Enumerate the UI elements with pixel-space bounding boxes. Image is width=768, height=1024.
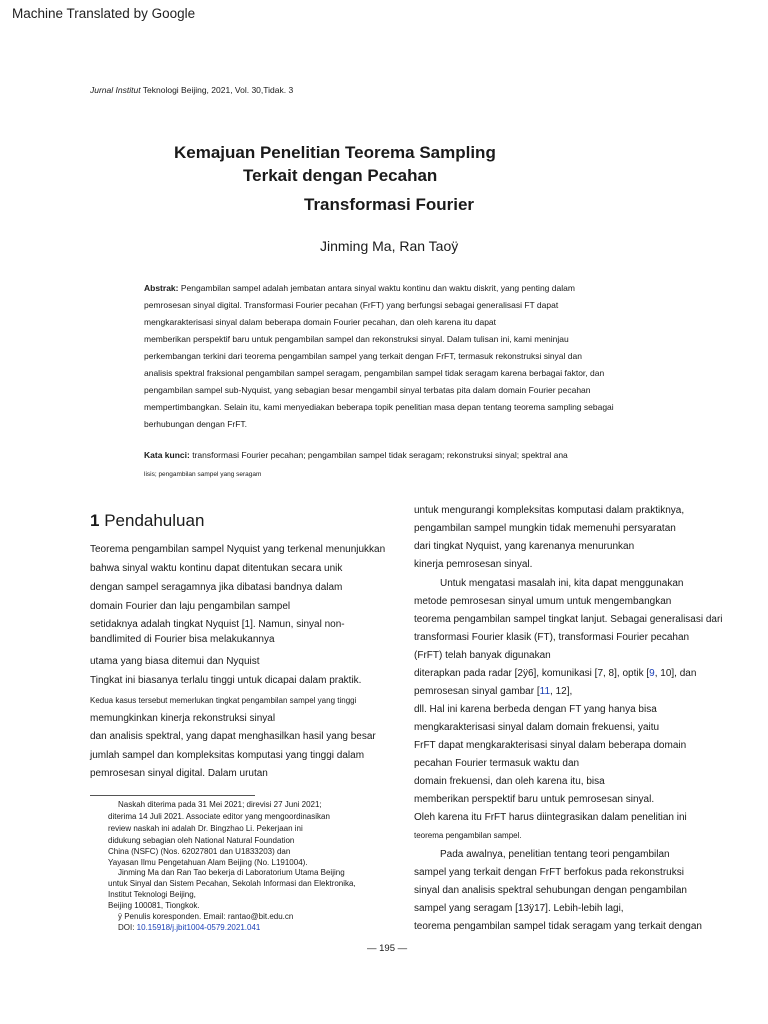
right-col-line: memberikan perspektif baru untuk pemrosesan sinyal.	[414, 794, 655, 805]
left-col-line: dan analisis spektral, yang dapat menghasilkan hasil yang besar	[90, 731, 376, 742]
right-col-line: diterapkan pada radar [2ÿ6], komunikasi [7, 8], optik [9, 10], dan	[414, 668, 697, 679]
right-col-line: sampel yang terkait dengan FrFT berfokus pada rekonstruksi	[414, 867, 684, 878]
right-col-line: mengkarakterisasi sinyal dalam domain frekuensi, yaitu	[414, 722, 660, 733]
right-col-line: teorema pengambilan sampel tingkat lanjut. Sebagai generalisasi dari	[414, 614, 723, 625]
right-col-line: dll. Hal ini karena berbeda dengan FT yang hanya bisa	[414, 704, 657, 715]
right-col-line: (FrFT) telah banyak digunakan	[414, 650, 551, 661]
left-col-line: pemrosesan sinyal digital. Dalam urutan	[90, 768, 268, 779]
page-number: — 195 —	[367, 943, 408, 954]
left-col-line: Tingkat ini biasanya terlalu tinggi untuk dicapai dalam praktik.	[90, 675, 362, 686]
right-col-line: pecahan Fourier termasuk waktu dan	[414, 758, 580, 769]
journal-volume: Teknologi Beijing, 2021, Vol. 30,Tidak. 3	[140, 85, 294, 95]
journal-name-italic: Jurnal Institut	[90, 85, 141, 95]
right-col-line: teorema pengambilan sampel.	[414, 831, 522, 840]
right-col-line: sampel yang seragam [13ÿ17]. Lebih-lebih lagi,	[414, 903, 624, 914]
abstract-label: Abstrak:	[144, 283, 179, 293]
keywords-label: Kata kunci:	[144, 450, 190, 460]
footnote-line: Jinming Ma dan Ran Tao bekerja di Laboratorium Utama Beijing	[118, 868, 345, 877]
footnote-line: Naskah diterima pada 31 Mei 2021; direvisi 27 Juni 2021;	[118, 800, 322, 809]
left-col-line: jumlah sampel dan kompleksitas komputasi yang tinggi dalam	[90, 750, 365, 761]
abstract-line: mengkarakterisasi sinyal dalam beberapa domain Fourier pecahan, dan oleh karena itu dapat	[144, 317, 497, 327]
right-col-line: Pada awalnya, penelitian tentang teori pengambilan	[440, 849, 670, 860]
keywords-line: lisis; pengambilan sampel yang seragam	[144, 471, 262, 478]
abstract-line: mempertimbangkan. Selain itu, kami menyediakan beberapa topik penelitian masa depan tentang teorema sampling sebagai	[144, 402, 614, 412]
right-col-line: teorema pengambilan sampel tidak seragam yang terkait dengan	[414, 921, 702, 932]
title-line-1: Kemajuan Penelitian Teorema Sampling	[174, 143, 496, 162]
right-col-line: Untuk mengatasi masalah ini, kita dapat menggunakan	[440, 578, 684, 589]
right-col-line: pengambilan sampel mungkin tidak memenuhi persyaratan	[414, 523, 676, 534]
citation-link[interactable]: 9	[649, 668, 655, 679]
footnote-line: Beijing 100081, Tiongkok.	[108, 901, 200, 910]
footnote-line: China (NSFC) (Nos. 62027801 dan U1833203) dan	[108, 847, 291, 856]
doi-line	[118, 923, 260, 932]
right-col-line: dari tingkat Nyquist, yang karenanya menurunkan	[414, 541, 635, 552]
abstract-line: perkembangan terkini dari teorema pengambilan sampel yang terkait dengan FrFT, termasuk rekonstruksi sinyal dan	[144, 351, 582, 361]
citation-link[interactable]: 11	[539, 686, 551, 697]
footnote-line: untuk Sinyal dan Sistem Pecahan, Sekolah Informasi dan Elektronika,	[108, 879, 356, 888]
left-col-line: setidaknya adalah tingkat Nyquist [1]. Namun, sinyal non-	[90, 619, 345, 630]
keywords-line: Kata kunci: transformasi Fourier pecahan; pengambilan sampel tidak seragam; rekonstruksi sinyal; spektral ana	[144, 450, 568, 460]
abstract-line: pemrosesan sinyal digital. Transformasi Fourier pecahan (FrFT) yang berfungsi sebagai generalisasi FT dapat	[144, 300, 559, 310]
journal-header	[90, 85, 293, 95]
machine-translated-banner: Machine Translated by Google	[12, 6, 196, 21]
left-col-line: bahwa sinyal waktu kontinu dapat ditentukan secara unik	[90, 563, 343, 574]
right-col-line: untuk mengurangi kompleksitas komputasi dalam praktiknya,	[414, 505, 685, 516]
section-heading	[90, 511, 204, 531]
title-line-2: Terkait dengan Pecahan	[243, 166, 438, 185]
footnote-line: Institut Teknologi Beijing,	[108, 890, 196, 899]
left-col-line: bandlimited di Fourier bisa melakukannya	[90, 634, 275, 645]
right-col-line: pemrosesan sinyal gambar [11, 12],	[414, 686, 573, 697]
doi-label: DOI:	[118, 923, 137, 932]
left-col-line: memungkinkan kinerja rekonstruksi sinyal	[90, 713, 276, 724]
right-col-line: kinerja pemrosesan sinyal.	[414, 559, 533, 570]
right-col-line: domain frekuensi, dan oleh karena itu, bisa	[414, 776, 605, 787]
footnote-line: Yayasan Ilmu Pengetahuan Alam Beijing (No. L191004).	[108, 858, 308, 867]
right-col-line: Oleh karena itu FrFT harus diintegrasikan dalam penelitian ini	[414, 812, 687, 823]
abstract-line: analisis spektral fraksional pengambilan sampel seragam, pengambilan sampel tidak seragam karena berbagai faktor, dan	[144, 368, 605, 378]
left-col-line: utama yang biasa ditemui dan Nyquist	[90, 656, 260, 667]
left-col-line: Kedua kasus tersebut memerlukan tingkat pengambilan sampel yang tinggi	[90, 696, 357, 705]
left-col-line: Teorema pengambilan sampel Nyquist yang terkenal menunjukkan	[90, 544, 386, 555]
right-col-line: metode pemrosesan sinyal umum untuk mengembangkan	[414, 596, 672, 607]
left-col-line: domain Fourier dan laju pengambilan sampel	[90, 601, 291, 612]
right-col-line: FrFT dapat mengkarakterisasi sinyal dalam beberapa domain	[414, 740, 687, 751]
footnote-rule	[90, 795, 255, 796]
footnote-line: didukung sebagian oleh National Natural Foundation	[108, 836, 295, 845]
section-title: Pendahuluan	[99, 511, 205, 530]
doi-link[interactable]: 10.15918/j.jbit1004-0579.2021.041	[136, 923, 261, 932]
right-col-line: transformasi Fourier klasik (FT), transformasi Fourier pecahan	[414, 632, 690, 643]
abstract-line: memberikan perspektif baru untuk pengambilan sampel dan rekonstruksi sinyal. Dalam tulisan ini, kami meninjau	[144, 334, 569, 344]
right-col-line: sinyal dan analisis spektral sehubungan dengan pengambilan	[414, 885, 687, 896]
footnote-line: diterima 14 Juli 2021. Associate editor yang mengoordinasikan	[108, 812, 330, 821]
left-col-line: dengan sampel seragamnya jika dibatasi bandnya dalam	[90, 582, 343, 593]
footnote-line: review naskah ini adalah Dr. Bingzhao Li. Pekerjaan ini	[108, 824, 303, 833]
abstract-line: Abstrak: Pengambilan sampel adalah jembatan antara sinyal waktu kontinu dan waktu diskrit, yang penting dalam	[144, 283, 575, 293]
abstract-line: berhubungan dengan FrFT.	[144, 419, 248, 429]
footnote-line: ÿ Penulis koresponden. Email: rantao@bit.edu.cn	[118, 912, 294, 921]
section-number: 1	[90, 511, 100, 530]
authors: Jinming Ma, Ran Taoÿ	[320, 238, 459, 254]
abstract-line: pengambilan sampel sub-Nyquist, yang sebagian besar mengambil sinyal terbatas pita dalam domain Fourier pecahan	[144, 385, 591, 395]
title-line-3: Transformasi Fourier	[304, 195, 475, 214]
